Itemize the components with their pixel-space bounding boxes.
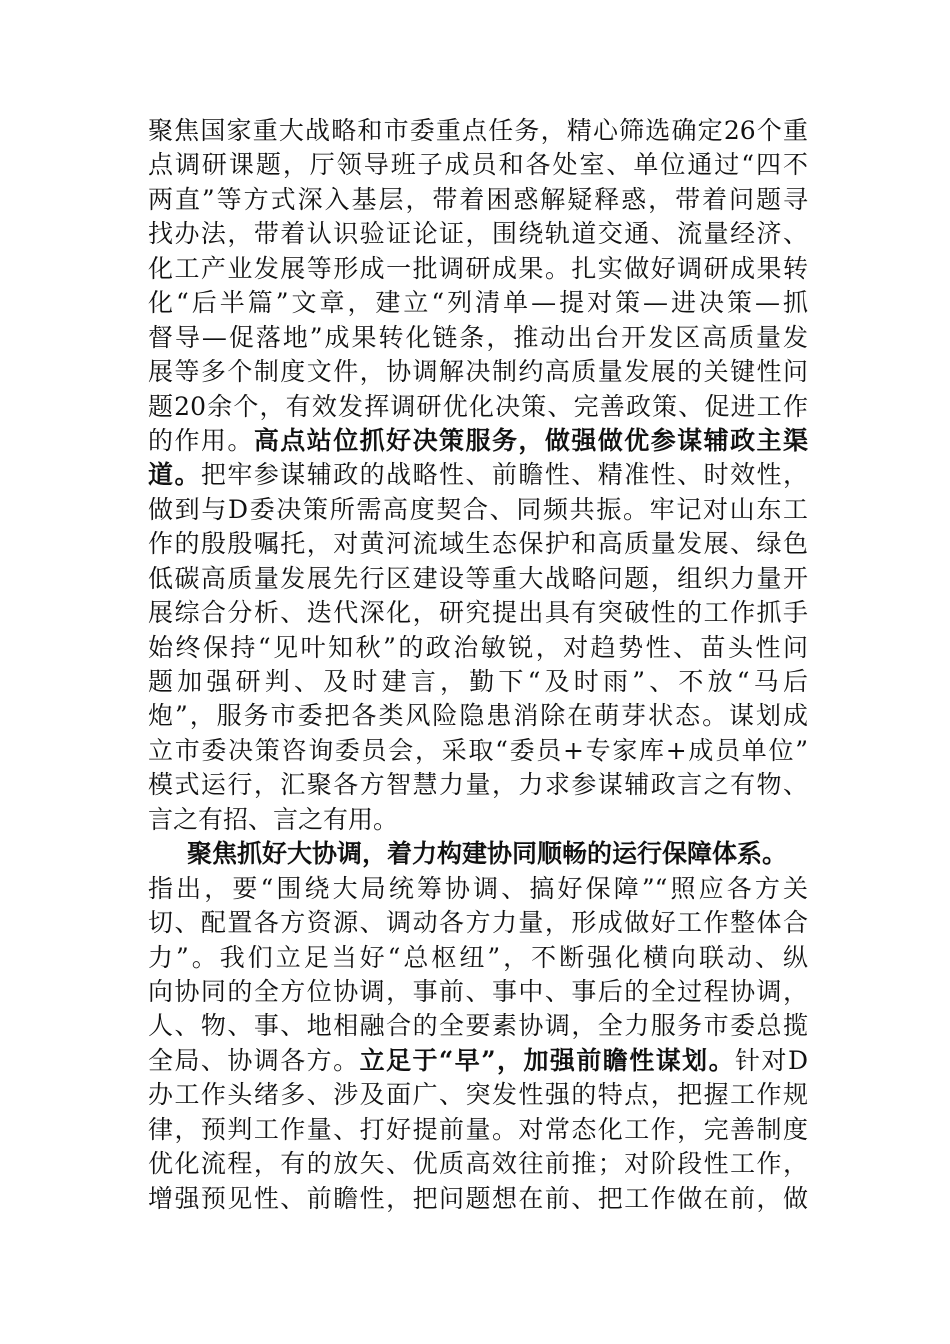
text-line <box>148 114 808 148</box>
text-line <box>148 1113 808 1147</box>
text-run: 展综合分析、迭代深化，研究提出具有突破性的工作抓手 <box>148 598 808 628</box>
body-text <box>148 114 808 1216</box>
text-line <box>148 631 808 665</box>
text-line <box>148 803 808 837</box>
text-run: 聚焦国家重大战略和市委重点任务，精心筛选确定26个重 <box>148 116 808 145</box>
text-run: 的作用。 <box>148 425 254 455</box>
text-run: 力”。我们立足当好“总枢纽”，不断强化横向联动、纵 <box>148 942 808 972</box>
text-line <box>148 217 808 251</box>
text-run: 低碳高质量发展先行区建设等重大战略问题，组织力量开 <box>148 563 808 593</box>
text-line <box>148 355 808 389</box>
text-line <box>148 837 808 871</box>
text-run: 化“后半篇”文章，建立“列清单—提对策—进决策—抓 <box>148 288 808 318</box>
text-line <box>148 1078 808 1112</box>
text-run: 找办法，带着认识验证论证，围绕轨道交通、流量经济、 <box>148 219 808 249</box>
text-run: 切、配置各方资源、调动各方力量，形成做好工作整体合 <box>148 908 808 938</box>
text-line <box>148 1182 808 1216</box>
text-run: 题加强研判、及时建言，勤下“及时雨”、不放“马后 <box>148 667 808 696</box>
text-line <box>148 596 808 630</box>
text-line <box>148 148 808 182</box>
text-line <box>148 906 808 940</box>
text-line <box>148 699 808 733</box>
bold-text-run: 道。 <box>148 460 201 490</box>
bold-text-run: 立足于“早”，加强前瞻性谋划。 <box>359 1045 736 1075</box>
bold-text-run: 聚焦抓好大协调，着力构建协同顺畅的运行保障体系。 <box>187 839 788 869</box>
text-line <box>148 527 808 561</box>
text-line <box>148 975 808 1009</box>
text-run: 人、物、事、地相融合的全要素协调，全力服务市委总揽 <box>148 1011 808 1041</box>
text-line <box>148 1009 808 1043</box>
text-line <box>148 183 808 217</box>
text-line <box>148 665 808 699</box>
text-run: 办工作头绪多、涉及面广、突发性强的特点，把握工作规 <box>148 1080 808 1110</box>
text-run: 点调研课题，厅领导班子成员和各处室、单位通过“四不 <box>148 150 808 180</box>
text-run: 向协同的全方位协调，事前、事中、事后的全过程协调， <box>148 976 808 1006</box>
text-run: 展等多个制度文件，协调解决制约高质量发展的关键性问 <box>148 357 808 387</box>
text-run: 两直”等方式深入基层，带着困惑解疑释惑，带着问题寻 <box>148 184 808 214</box>
text-line <box>148 424 808 458</box>
text-line <box>148 562 808 596</box>
text-line <box>148 872 808 906</box>
text-line <box>148 286 808 320</box>
text-run: 立市委决策咨询委员会，采取“委员+专家库+成员单位” <box>148 735 808 765</box>
text-run: 化工产业发展等形成一批调研成果。扎实做好调研成果转 <box>148 253 808 283</box>
text-run: 律，预判工作量、打好提前量。对常态化工作，完善制度 <box>148 1114 808 1144</box>
text-line <box>148 493 808 527</box>
text-run: 优化流程，有的放矢、优质高效往前推；对阶段性工作， <box>148 1149 808 1179</box>
text-run: 针对D <box>735 1045 808 1075</box>
text-run: 作的殷殷嘱托，对黄河流域生态保护和高质量发展、绿色 <box>148 529 808 559</box>
text-run: 做到与D委决策所需高度契合、同频共振。牢记对山东工 <box>148 494 808 524</box>
text-run: 模式运行，汇聚各方智慧力量，力求参谋辅政言之有物、 <box>148 770 808 800</box>
text-run: 把牢参谋辅政的战略性、前瞻性、精准性、时效性， <box>200 460 808 490</box>
text-line <box>148 252 808 286</box>
text-line <box>148 321 808 355</box>
text-line <box>148 390 808 424</box>
text-line <box>148 458 808 492</box>
text-run: 全局、协调各方。 <box>148 1045 360 1075</box>
text-line <box>148 1147 808 1181</box>
text-run: 督导—促落地”成果转化链条，推动出台开发区高质量发 <box>148 322 808 352</box>
text-run: 炮”，服务市委把各类风险隐患消除在萌芽状态。谋划成 <box>148 701 808 731</box>
text-line <box>148 941 808 975</box>
text-run: 增强预见性、前瞻性，把问题想在前、把工作做在前，做 <box>148 1183 808 1213</box>
text-line <box>148 768 808 802</box>
text-run: 言之有招、言之有用。 <box>148 804 399 834</box>
text-run: 题20余个，有效发挥调研优化决策、完善政策、促进工作 <box>148 391 808 421</box>
text-line <box>148 734 808 768</box>
text-line <box>148 1044 808 1078</box>
text-run: 始终保持“见叶知秋”的政治敏锐，对趋势性、苗头性问 <box>148 632 808 662</box>
bold-text-run: 高点站位抓好决策服务，做强做优参谋辅政主渠 <box>253 425 808 455</box>
text-run: 指出，要“围绕大局统筹协调、搞好保障”“照应各方关 <box>148 873 808 903</box>
